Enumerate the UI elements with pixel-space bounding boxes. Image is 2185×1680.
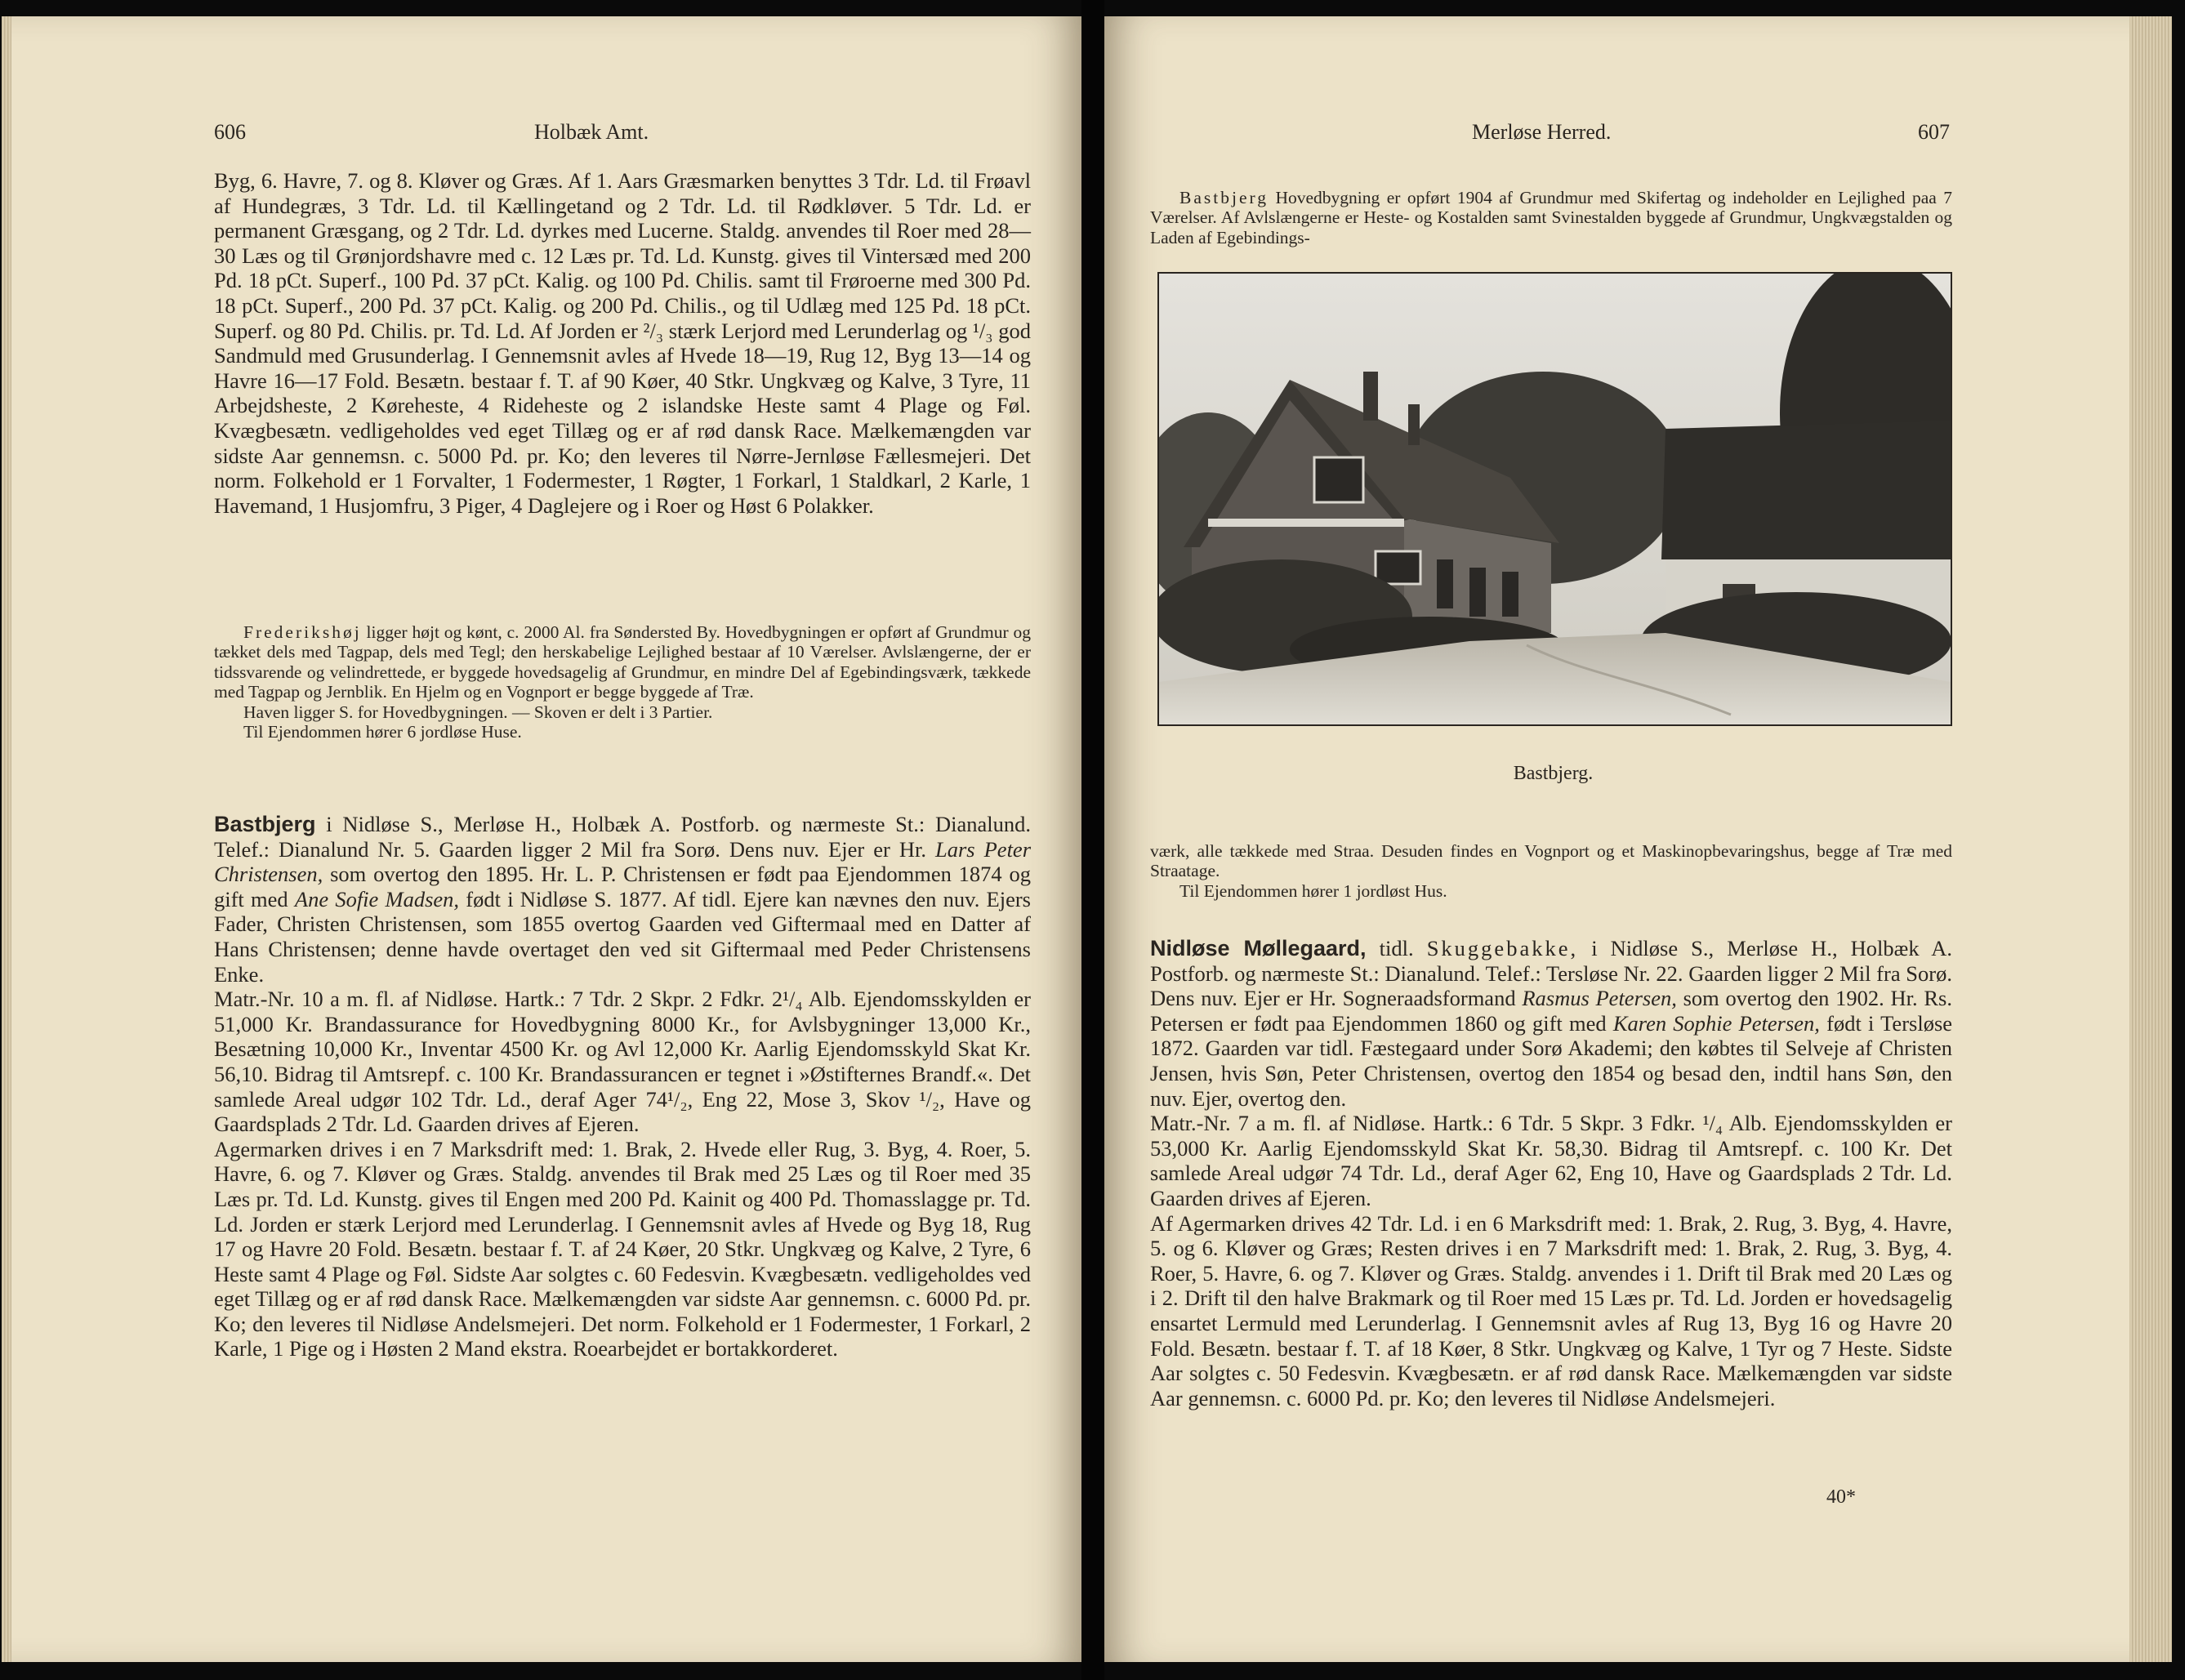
right-page bbox=[1104, 16, 2129, 1662]
nidlose-intro-b: som overtog den 1902. Hr. Rs. Petersen er født paa Ejendommen 1860 og gift med bbox=[1150, 986, 1952, 1036]
bastbjerg-buildings-top bbox=[1150, 188, 1952, 247]
bastbjerg-heading: Bastbjerg bbox=[214, 812, 316, 836]
bastbjerg-buildings-cont-text: værk, alle tækkede med Straa. Desuden findes en Vognport og et Maskinopbevaringshus, begge af Træ med Straatage. bbox=[1150, 841, 1952, 881]
running-head-right: Merløse Herred. bbox=[1472, 120, 1612, 144]
nidlose-wife: Karen Sophie Petersen, bbox=[1612, 1010, 1820, 1036]
nidlose-intro-a: i Nidløse S., Merløse H., Holbæk A. Postforb. og nærmeste St.: Dianalund. Telef.: Tersløse Nr. 22. Gaarden ligger 2 Mil fra Sorø. Dens nuv. Ejer er Hr. Sogneraadsformand bbox=[1150, 936, 1952, 1011]
bastbjerg-owner: Lars Peter Christensen, bbox=[214, 836, 1032, 887]
nidlose-agermark: Af Agermarken drives 42 Tdr. Ld. i en 6 Marksdrift med: 1. Brak, 2. Rug, 3. Byg, 4. Havre, 5. og 6. Kløver og Græs; Resten drives i en 7 Marksdrift med: 1. Brak, 2. Rug, 3. Byg, 4. Roer, 5. Havre, 6. og 7. Kløver og Græs. Staldg. anvendes i 1. Drift til Brak med 20 Læs og i 2. Drift til den halve Brakmark og til Roer med 15 Læs pr. Td. Ld. Jorden er hovedsagelig ensartet Lermuld med Lerunderlag. I Gennemsnit avles af Rug 13, Byg 16 og Havre 20 Fold. Besætn. bestaar f. T. af 18 Køer, 8 Stkr. Ungkvæg og Kalve, 1 Tyr og 7 Heste. Sidste Aar solgtes c. 50 Fedesvin. Kvægbesætn. er af rød dansk Race. Mælkemængden var sidste Aar gennemsn. c. 6000 Pd. pr. Ko; den leveres til Nidløse Andelsmejeri. bbox=[1150, 1210, 1952, 1410]
running-head-left: Holbæk Amt. bbox=[534, 120, 649, 144]
bastbjerg-buildings-cont bbox=[1150, 841, 1952, 901]
bastbjerg-agermark: Agermarken drives i en 7 Marksdrift med: 1. Brak, 2. Hvede eller Rug, 3. Byg, 4. Roer, 5. Havre, 6. og 7. Kløver og Græs. Staldg. anvendes til Brak med 25 Læs og til Roer med 35 Læs pr. Td. Ld. Kunstg. gives til Engen med 200 Pd. Kainit og 400 Pd. Thomasslagge pr. Td. Ld. Jorden er stærk Lerjord med Lerunderlag. I Gennemsnit avles af Hvede og Byg 18, Rug 17 og Havre 20 Fold. Besætn. bestaar f. T. af 24 Køer, 20 Stkr. Ungkvæg og Kalve, 2 Tyre, 6 Heste samt 4 Plage og Føl. Sidste Aar solgtes c. 60 Fedesvin. Kvægbesætn. vedligeholdes ved eget Tillæg og er af rød dansk Race. Mælkemængden var sidste Aar gennemsn. c. 6000 Pd. pr. Ko; den leveres til Nidløse Andelsmejeri. Det norm. Folkehold er 1 Fodermester, 1 Forkarl, 2 Karle, 1 Pige og i Høsten 2 Mand ekstra. Roearbejdet er bortakkorderet. bbox=[214, 1136, 1031, 1361]
bastbjerg-wife: Ane Sofie Madsen, bbox=[294, 886, 460, 911]
bastbjerg-buildings-text: Hovedbygning er opført 1904 af Grundmur med Skifertag og indeholder en Lejlighed paa 7 Værelser. Af Avlslængerne er Heste- og Kostalden samt Svinestalden byggede af Grundmur, Ungkvægstalden og Laden af Egebindings- bbox=[1150, 188, 1953, 247]
frederikshoj-huse: Til Ejendommen hører 6 jordløse Huse. bbox=[243, 722, 522, 742]
bastbjerg-intro-a: i Nidløse S., Merløse H., Holbæk A. Postforb. og nærmeste St.: Dianalund. Telef.: Dianalund Nr. 5. Gaarden ligger 2 Mil fra Sorø. Dens nuv. Ejer er Hr. bbox=[214, 812, 1031, 862]
frederikshoj-haven: Haven ligger S. for Hovedbygningen. — Skoven er delt i 3 Partier. bbox=[243, 702, 713, 722]
bastbjerg-matr: Matr.-Nr. 10 a m. fl. af Nidløse. Hartk.: 7 Tdr. 2 Skpr. 2 Fdkr. 2¹/₄ Alb. Ejendomsskylden er 51,000 Kr. Brandassurance for Hovedbygning 8000 Kr., for Avlsbygninger 13,000 Kr., Besætning 10,000 Kr., Inventar 4500 Kr. og Avl 12,000 Kr. Aarlig Ejendomsskyld Skat Kr. 56,10. Bidrag til Amtsrepf. c. 100 Kr. Brandassurancen er tegnet i »Østifternes Brandf.«. Det samlede Areal udgør 102 Tdr. Ld., deraf Ager 74¹/₂, Eng 22, Mose 3, Skov ¹/₂, Have og Gaardsplads 2 Tdr. Ld. Gaarden drives af Ejeren. bbox=[214, 987, 1031, 1137]
book-gutter bbox=[1081, 0, 1104, 1680]
nidlose-former-name: Skuggebakke, bbox=[1426, 936, 1579, 960]
farmhouse-illustration bbox=[1159, 274, 1951, 724]
book-edge-left bbox=[2, 16, 11, 1662]
nidlose-intro-c: født i Tersløse 1872. Gaarden var tidl. Fæstegaard under Sorø Akademi; den købtes til Selveje af Christen Jensen, hvis Søn, Peter Christensen, overtog den 1854 og besad den, indtil hans Søn, den nuv. Ejer, overtog den. bbox=[1150, 1010, 1953, 1111]
book-edge-right bbox=[2129, 16, 2172, 1662]
bastbjerg-huse: Til Ejendommen hører 1 jordløst Hus. bbox=[1179, 880, 1447, 901]
nidlose-owner: Rasmus Petersen, bbox=[1522, 986, 1677, 1011]
left-page bbox=[11, 16, 1081, 1662]
frederikshoj-text: ligger højt og kønt, c. 2000 Al. fra Søndersted By. Hovedbygningen er opført af Grundmur og tækket dels med Tagpap, dels med Tegl; den herskabelige Lejlighed bestaar af 10 Værelser. Avlslængerne, der er tidssvarende og velindrettede, er byggede hovedsagelig af Grundmur, en mindre Del af Egebindingsværk, tækkede med Tagpap og Jernblik. En Hjelm og en Vognport er begge byggede af Træ. bbox=[214, 622, 1031, 702]
nidlose-heading: Nidløse Møllegaard, bbox=[1150, 936, 1367, 960]
bastbjerg-photo bbox=[1157, 272, 1952, 726]
signature-mark: 40* bbox=[1826, 1486, 1856, 1508]
photo-caption: Bastbjerg. bbox=[1513, 763, 1594, 784]
nidlose-former-prefix: tidl. bbox=[1379, 936, 1414, 960]
nidlose-matr: Matr.-Nr. 7 a m. fl. af Nidløse. Hartk.: 6 Tdr. 5 Skpr. 3 Fdkr. ¹/₄ Alb. Ejendomsskylden er 53,000 Kr. Aarlig Ejendomsskyld Skat Kr. 58,30. Bidrag til Amtsrepf. c. 100 Kr. Det samlede Areal udgør 74 Tdr. Ld., deraf Ager 62, Eng 10, Have og Gaardsplads 2 Tdr. Ld. Gaarden drives af Ejeren. bbox=[1150, 1111, 1952, 1210]
bastbjerg-entry bbox=[214, 812, 1031, 1361]
frederikshoj-name: Frederikshøj bbox=[243, 622, 362, 642]
bastbjerg-intro-b: som overtog den 1895. Hr. L. P. Christensen er født paa Ejendommen 1874 og gift med bbox=[214, 862, 1032, 911]
bastbjerg-buildings-name: Bastbjerg bbox=[1179, 188, 1269, 207]
left-para-top-text: Byg, 6. Havre, 7. og 8. Kløver og Græs. Af 1. Aars Græsmarken benyttes 3 Tdr. Ld. til Frøavl af Hundegræs, 3 Tdr. Ld. til Kællingetand og 2 Tdr. Ld. til Rødkløver. 5 Tdr. Ld. er permanent Græsgang, og 2 Tdr. Ld. dyrkes med Lucerne. Staldg. anvendes til Roer med 28—30 Læs og til Grønjordshavre med c. 12 Læs pr. Td. Ld. Kunstg. gives til Vintersæd med 200 Pd. 18 pCt. Superf., 100 Pd. 37 pCt. Kalig. og 100 Pd. Chilis. samt til Frøroerne med 300 Pd. 18 pCt. Superf., 200 Pd. 37 pCt. Kalig. og 200 Pd. Chilis., og til Udlæg med 125 Pd. 18 pCt. Superf. og 80 Pd. Chilis. pr. Td. Ld. Af Jorden er ²/₃ stærk Lerjord med Lerunderlag og ¹/₃ god Sandmuld med Grusunderlag. I Gennemsnit avles af Hvede 18—19, Rug 12, Byg 13—14 og Havre 16—17 Fold. Besætn. bestaar f. T. af 90 Køer, 40 Stkr. Ungkvæg og Kalve, 3 Tyre, 11 Arbejdsheste, 2 Køreheste, 4 Rideheste og 2 islandske Heste samt 4 Plage og Føl. Kvægbesætn. vedligeholdes ved eget Tillæg og er af rød dansk Race. Mælkemængden var sidste Aar gennemsn. c. 5000 Pd. pr. Ko; den leveres til Nørre-Jernløse Fællesmejeri. Det norm. Folkehold er 1 Forvalter, 1 Fodermester, 1 Røgter, 1 Forkarl, 1 Staldkarl, 2 Karle, 1 Havemand, 1 Husjomfru, 3 Piger, 4 Daglejere og i Roer og Høst 6 Polakker. bbox=[214, 168, 1031, 518]
frederikshoj-block bbox=[214, 622, 1031, 742]
left-para-top bbox=[214, 168, 1031, 518]
bastbjerg-intro-c: født i Nidløse S. 1877. Af tidl. Ejere kan nævnes den nuv. Ejers Fader, Christen Christensen, som 1855 overtog Gaarden ved Giftermaal med en Datter af Hans Christensen; denne havde overtaget den ved sit Giftermaal med Peder Christensens Enke. bbox=[214, 886, 1031, 987]
page-number-left: 606 bbox=[214, 120, 246, 144]
page-number-right: 607 bbox=[1918, 120, 1950, 144]
nidlose-entry bbox=[1150, 936, 1952, 1410]
